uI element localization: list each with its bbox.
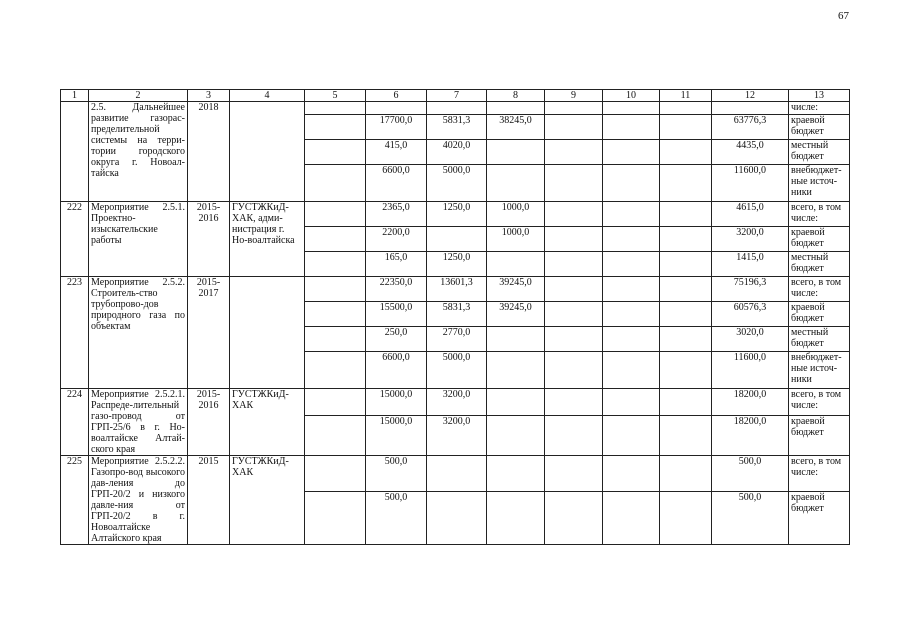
amount-cell-c8 xyxy=(487,389,545,416)
amount-cell-c5 xyxy=(305,202,366,227)
amount-cell-c7: 13601,3 xyxy=(427,277,487,302)
table-row xyxy=(61,202,850,227)
amount-cell-c9 xyxy=(545,165,603,202)
amount-cell-c6: 500,0 xyxy=(366,491,427,544)
amount-cell-c11 xyxy=(660,115,712,140)
amount-cell-c8: 39245,0 xyxy=(487,302,545,327)
amount-cell-c11 xyxy=(660,140,712,165)
amount-cell-c6: 165,0 xyxy=(366,252,427,277)
amount-cell-c5 xyxy=(305,252,366,277)
header-cell: 4 xyxy=(230,90,305,102)
executor xyxy=(230,277,305,389)
amount-cell-c10 xyxy=(603,277,660,302)
amount-cell-c8: 38245,0 xyxy=(487,115,545,140)
amount-cell-c7: 1250,0 xyxy=(427,252,487,277)
amount-cell-c9 xyxy=(545,352,603,389)
amount-cell-c9 xyxy=(545,327,603,352)
amount-cell-c10 xyxy=(603,456,660,492)
amount-cell-c11 xyxy=(660,252,712,277)
amount-cell-c9 xyxy=(545,416,603,456)
amount-cell-c5 xyxy=(305,456,366,492)
amount-cell-c9 xyxy=(545,389,603,416)
period-years: 2015-2017 xyxy=(188,277,230,389)
executor: ГУСТЖКиД-ХАК xyxy=(230,389,305,456)
amount-cell-c6: 17700,0 xyxy=(366,115,427,140)
amount-cell-c12: 3200,0 xyxy=(712,227,789,252)
funding-source: местный бюджет xyxy=(789,252,850,277)
amount-cell-c7: 5831,3 xyxy=(427,115,487,140)
amount-cell-c8 xyxy=(487,252,545,277)
funding-source: местный бюджет xyxy=(789,327,850,352)
amount-cell-c10 xyxy=(603,491,660,544)
amount-cell-c9 xyxy=(545,227,603,252)
amount-cell-c5 xyxy=(305,102,366,115)
amount-cell-c9 xyxy=(545,277,603,302)
measure-name: Мероприятие 2.5.2.1. Распреде-лительный газо-провод от ГРП-25/6 в г. Но-воалтайске Алтай-ского края xyxy=(89,389,188,456)
period-years: 2015 xyxy=(188,456,230,545)
amount-cell-c5 xyxy=(305,352,366,389)
amount-cell-c6: 6600,0 xyxy=(366,352,427,389)
amount-cell-c7 xyxy=(427,102,487,115)
amount-cell-c12: 500,0 xyxy=(712,456,789,492)
table-row xyxy=(61,456,850,492)
amount-cell-c8 xyxy=(487,352,545,389)
funding-source: внебюджет-ные источ-ники xyxy=(789,165,850,202)
amount-cell-c8: 39245,0 xyxy=(487,277,545,302)
amount-cell-c7: 2770,0 xyxy=(427,327,487,352)
amount-cell-c10 xyxy=(603,416,660,456)
amount-cell-c11 xyxy=(660,327,712,352)
amount-cell-c9 xyxy=(545,115,603,140)
header-row xyxy=(61,90,850,102)
row-number: 224 xyxy=(61,389,89,456)
amount-cell-c9 xyxy=(545,202,603,227)
executor: ГУСТЖКиД-ХАК, адми-нистрация г. Но-воалтайска xyxy=(230,202,305,277)
amount-cell-c10 xyxy=(603,227,660,252)
funding-source: всего, в том числе: xyxy=(789,202,850,227)
header-cell: 7 xyxy=(427,90,487,102)
amount-cell-c11 xyxy=(660,227,712,252)
measure-name: Мероприятие 2.5.1. Проектно-изыскательские работы xyxy=(89,202,188,277)
amount-cell-c6: 6600,0 xyxy=(366,165,427,202)
amount-cell-c8: 1000,0 xyxy=(487,202,545,227)
funding-source: краевой бюджет xyxy=(789,227,850,252)
amount-cell-c5 xyxy=(305,302,366,327)
amount-cell-c12: 4435,0 xyxy=(712,140,789,165)
amount-cell-c7: 5831,3 xyxy=(427,302,487,327)
amount-cell-c5 xyxy=(305,227,366,252)
funding-source: краевой бюджет xyxy=(789,115,850,140)
amount-cell-c9 xyxy=(545,456,603,492)
funding-source: краевой бюджет xyxy=(789,416,850,456)
amount-cell-c5 xyxy=(305,327,366,352)
amount-cell-c5 xyxy=(305,140,366,165)
amount-cell-c12: 11600,0 xyxy=(712,352,789,389)
amount-cell-c10 xyxy=(603,352,660,389)
amount-cell-c7: 5000,0 xyxy=(427,352,487,389)
period-years: 2015-2016 xyxy=(188,389,230,456)
header-cell: 2 xyxy=(89,90,188,102)
amount-cell-c12: 11600,0 xyxy=(712,165,789,202)
period-years: 2018 xyxy=(188,102,230,202)
amount-cell-c12: 3020,0 xyxy=(712,327,789,352)
amount-cell-c7: 3200,0 xyxy=(427,416,487,456)
amount-cell-c11 xyxy=(660,352,712,389)
amount-cell-c12: 18200,0 xyxy=(712,389,789,416)
amount-cell-c8 xyxy=(487,102,545,115)
amount-cell-c12: 1415,0 xyxy=(712,252,789,277)
amount-cell-c5 xyxy=(305,115,366,140)
amount-cell-c6: 15000,0 xyxy=(366,416,427,456)
amount-cell-c8 xyxy=(487,491,545,544)
period-years: 2015-2016 xyxy=(188,202,230,277)
amount-cell-c8 xyxy=(487,165,545,202)
amount-cell-c10 xyxy=(603,252,660,277)
amount-cell-c11 xyxy=(660,416,712,456)
amount-cell-c12 xyxy=(712,102,789,115)
page-number: 67 xyxy=(838,10,849,22)
amount-cell-c9 xyxy=(545,102,603,115)
table-row xyxy=(61,102,850,115)
header-cell: 6 xyxy=(366,90,427,102)
header-cell: 3 xyxy=(188,90,230,102)
header-cell: 12 xyxy=(712,90,789,102)
amount-cell-c5 xyxy=(305,277,366,302)
amount-cell-c11 xyxy=(660,277,712,302)
amount-cell-c7: 5000,0 xyxy=(427,165,487,202)
amount-cell-c9 xyxy=(545,252,603,277)
amount-cell-c10 xyxy=(603,140,660,165)
amount-cell-c7 xyxy=(427,456,487,492)
amount-cell-c7 xyxy=(427,227,487,252)
amount-cell-c6: 250,0 xyxy=(366,327,427,352)
amount-cell-c8 xyxy=(487,416,545,456)
amount-cell-c6: 500,0 xyxy=(366,456,427,492)
amount-cell-c11 xyxy=(660,456,712,492)
amount-cell-c7: 3200,0 xyxy=(427,389,487,416)
amount-cell-c6: 2365,0 xyxy=(366,202,427,227)
header-cell: 8 xyxy=(487,90,545,102)
amount-cell-c9 xyxy=(545,491,603,544)
amount-cell-c12: 18200,0 xyxy=(712,416,789,456)
amount-cell-c8 xyxy=(487,140,545,165)
amount-cell-c6: 15000,0 xyxy=(366,389,427,416)
amount-cell-c12: 75196,3 xyxy=(712,277,789,302)
funding-source: местный бюджет xyxy=(789,140,850,165)
header-cell: 9 xyxy=(545,90,603,102)
measure-name: Мероприятие 2.5.2.2. Газопро-вод высокого дав-ления до ГРП-20/2 и низкого давле-ния от ГРП-20/2 в г. Новоалтайске Алтайского края xyxy=(89,456,188,545)
amount-cell-c8 xyxy=(487,327,545,352)
amount-cell-c11 xyxy=(660,389,712,416)
amount-cell-c6: 2200,0 xyxy=(366,227,427,252)
amount-cell-c6: 15500,0 xyxy=(366,302,427,327)
measure-name: Мероприятие 2.5.2. Строитель-ство трубопрово-дов природного газа по объектам xyxy=(89,277,188,389)
amount-cell-c11 xyxy=(660,302,712,327)
amount-cell-c5 xyxy=(305,389,366,416)
funding-source: краевой бюджет xyxy=(789,302,850,327)
header-cell: 1 xyxy=(61,90,89,102)
amount-cell-c8 xyxy=(487,456,545,492)
amount-cell-c11 xyxy=(660,165,712,202)
amount-cell-c10 xyxy=(603,102,660,115)
funding-source: всего, в том числе: xyxy=(789,389,850,416)
executor xyxy=(230,102,305,202)
amount-cell-c10 xyxy=(603,165,660,202)
table-row xyxy=(61,389,850,416)
amount-cell-c5 xyxy=(305,416,366,456)
header-cell: 13 xyxy=(789,90,850,102)
amount-cell-c11 xyxy=(660,202,712,227)
amount-cell-c10 xyxy=(603,389,660,416)
amount-cell-c5 xyxy=(305,165,366,202)
amount-cell-c10 xyxy=(603,202,660,227)
funding-source: всего, в том числе: xyxy=(789,456,850,492)
amount-cell-c7: 1250,0 xyxy=(427,202,487,227)
row-number xyxy=(61,102,89,202)
amount-cell-c5 xyxy=(305,491,366,544)
header-cell: 5 xyxy=(305,90,366,102)
funding-source: всего, в том числе: xyxy=(789,277,850,302)
funding-source: краевой бюджет xyxy=(789,491,850,544)
amount-cell-c11 xyxy=(660,491,712,544)
amount-cell-c9 xyxy=(545,140,603,165)
amount-cell-c12: 60576,3 xyxy=(712,302,789,327)
amount-cell-c6 xyxy=(366,102,427,115)
row-number: 225 xyxy=(61,456,89,545)
amount-cell-c7: 4020,0 xyxy=(427,140,487,165)
header-cell: 10 xyxy=(603,90,660,102)
amount-cell-c8: 1000,0 xyxy=(487,227,545,252)
amount-cell-c11 xyxy=(660,102,712,115)
amount-cell-c7 xyxy=(427,491,487,544)
amount-cell-c12: 4615,0 xyxy=(712,202,789,227)
table-row xyxy=(61,277,850,302)
row-number: 222 xyxy=(61,202,89,277)
amount-cell-c10 xyxy=(603,327,660,352)
amount-cell-c10 xyxy=(603,302,660,327)
measure-name: 2.5. Дальнейшее развитие газорас-пределительной системы на терри-тории городского округа г. Новоал-тайска xyxy=(89,102,188,202)
budget-table xyxy=(60,89,850,545)
funding-source: числе: xyxy=(789,102,850,115)
executor: ГУСТЖКиД-ХАК xyxy=(230,456,305,545)
amount-cell-c6: 415,0 xyxy=(366,140,427,165)
amount-cell-c10 xyxy=(603,115,660,140)
row-number: 223 xyxy=(61,277,89,389)
amount-cell-c12: 63776,3 xyxy=(712,115,789,140)
amount-cell-c12: 500,0 xyxy=(712,491,789,544)
funding-source: внебюджет-ные источ-ники xyxy=(789,352,850,389)
amount-cell-c6: 22350,0 xyxy=(366,277,427,302)
amount-cell-c9 xyxy=(545,302,603,327)
header-cell: 11 xyxy=(660,90,712,102)
